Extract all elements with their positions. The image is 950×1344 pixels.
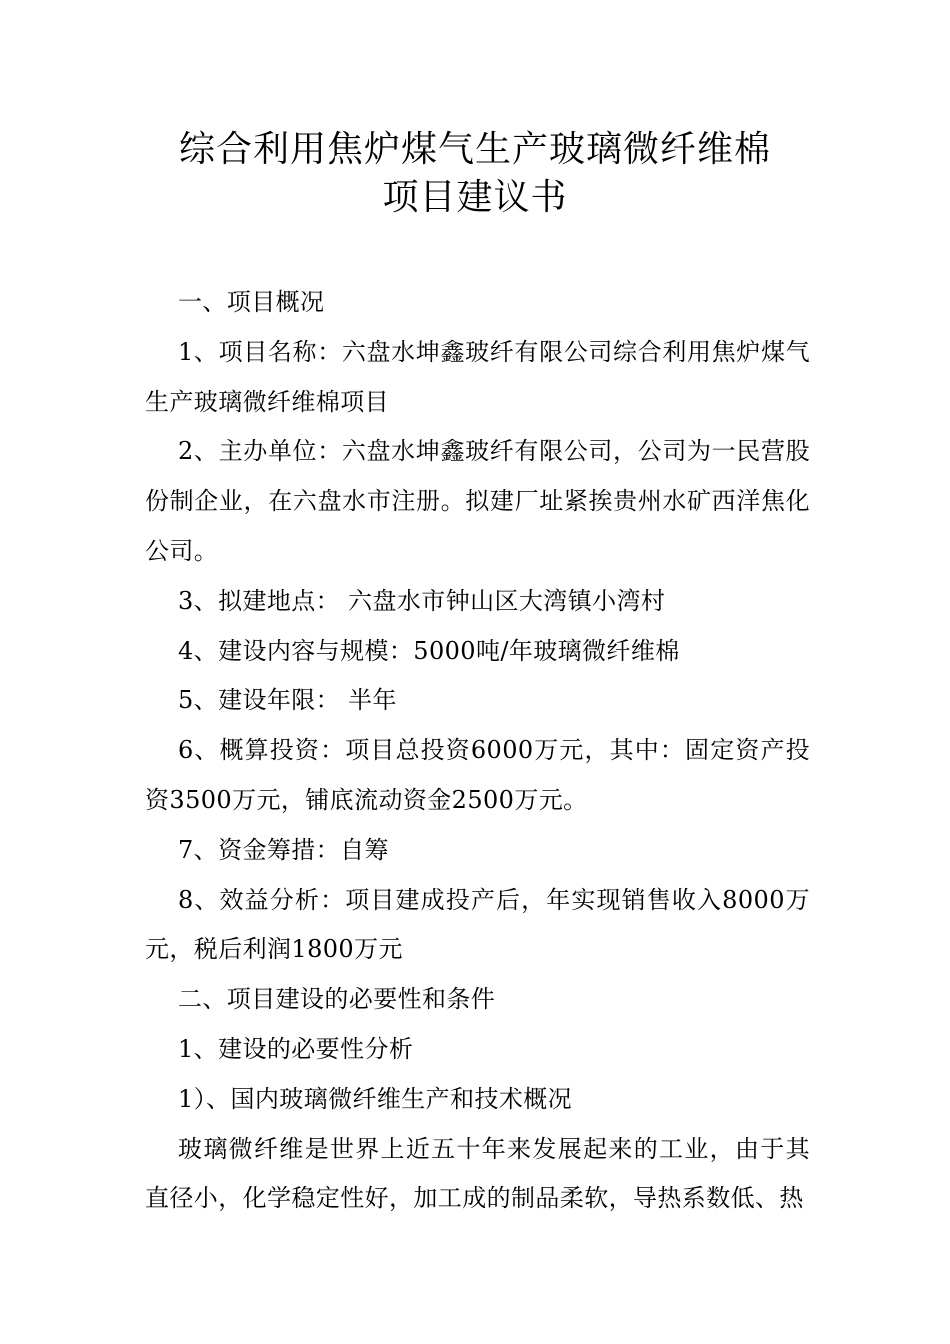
subheading-necessity-analysis: 1、建设的必要性分析	[178, 1034, 414, 1063]
paragraph-location: 3、拟建地点： 六盘水市钟山区大湾镇小湾村	[178, 586, 666, 615]
paragraph-project-name: 1、项目名称：六盘水坤鑫玻纤有限公司综合利用焦炉煤气生产玻璃微纤维棉项目	[145, 337, 810, 416]
paragraph-investment: 6、概算投资：项目总投资6000万元，其中：固定资产投资3500万元，铺底流动资金2500万元。	[145, 736, 810, 814]
paragraph-funding: 7、资金筹措：自筹	[178, 835, 389, 864]
subheading-domestic-overview: 1）、国内玻璃微纤维生产和技术概况	[178, 1084, 573, 1113]
document-title-line-2: 项目建议书	[382, 177, 568, 218]
document-title-line-1: 综合利用焦炉煤气生产玻璃微纤维棉	[178, 129, 771, 170]
paragraph-sponsor: 2、主办单位：六盘水坤鑫玻纤有限公司，公司为一民营股份制企业，在六盘水市注册。拟建厂址紧挨贵州水矿西洋焦化公司。	[145, 437, 810, 565]
paragraph-duration: 5、建设年限： 半年	[178, 686, 397, 715]
document-body	[145, 278, 810, 1224]
paragraph-microfiber-intro: 玻璃微纤维是世界上近五十年来发展起来的工业，由于其直径小，化学稳定性好，加工成的制品柔软，导热系数低、热	[145, 1134, 810, 1213]
section-heading-overview: 一、项目概况	[178, 288, 325, 316]
section-heading-necessity: 二、项目建设的必要性和条件	[178, 985, 496, 1014]
paragraph-scale: 4、建设内容与规模：5000吨/年玻璃微纤维棉	[178, 636, 680, 665]
paragraph-benefit: 8、效益分析：项目建成投产后，年实现销售收入8000万元，税后利润1800万元	[145, 885, 810, 964]
